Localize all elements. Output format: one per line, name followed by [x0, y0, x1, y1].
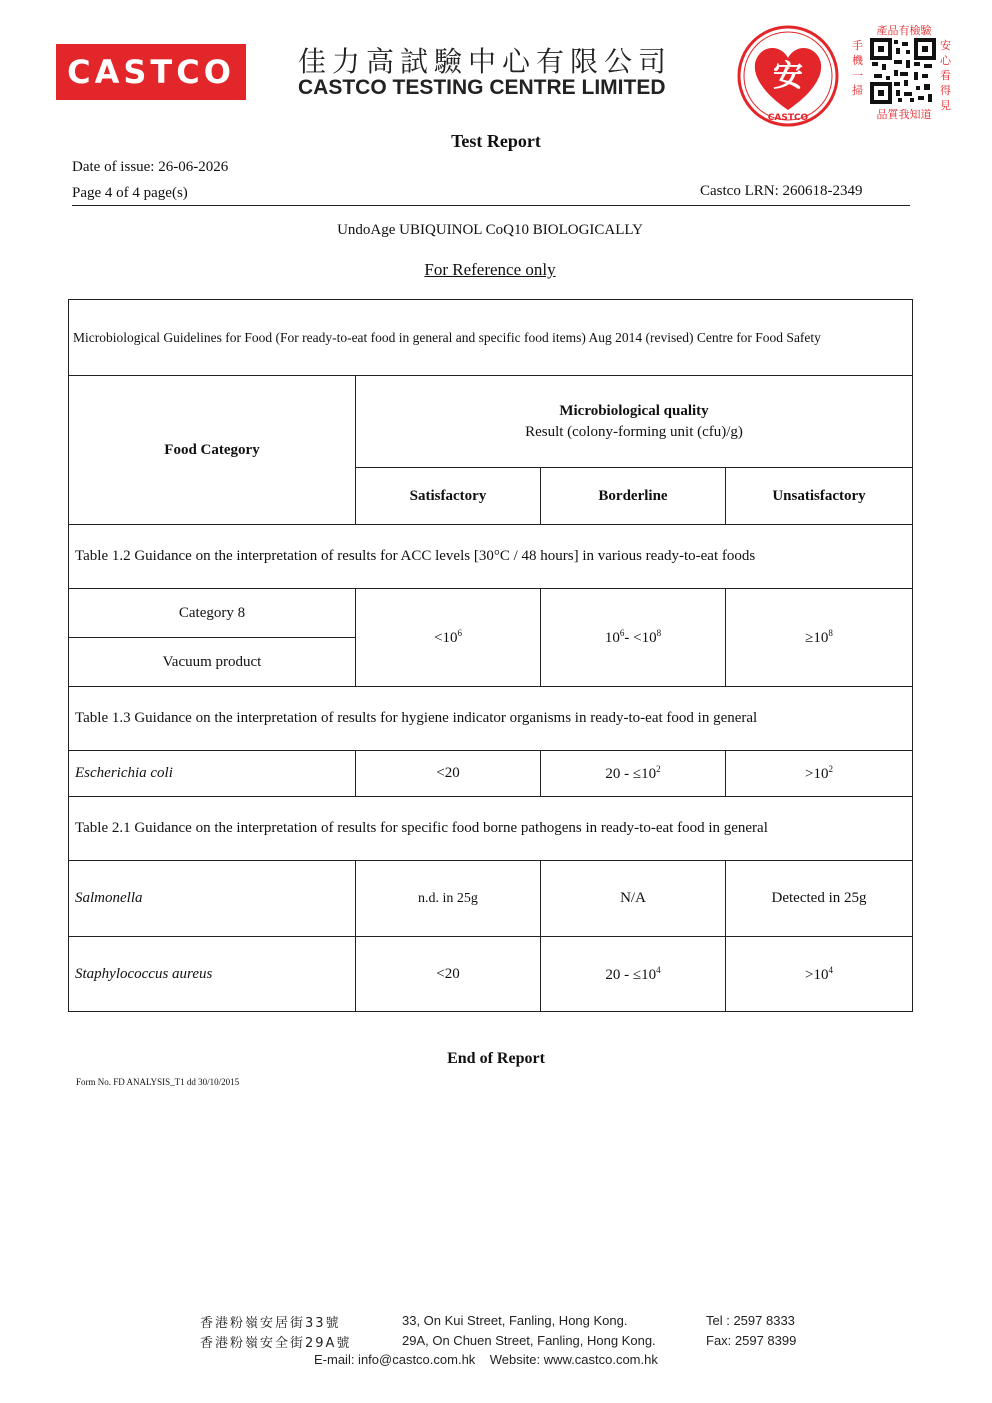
ecoli-label: Escherichia coli — [69, 751, 356, 797]
quality-subtitle: Result (colony-forming unit (cfu)/g) — [525, 423, 743, 440]
page-count: Page 4 of 4 page(s) — [72, 185, 188, 201]
address-1-zh: 香港粉嶺安居街33號 — [200, 1316, 341, 1331]
staph-borderline — [541, 937, 726, 1012]
salmonella-satisfactory: n.d. in 25g — [356, 861, 541, 937]
food-category-header: Food Category — [69, 376, 356, 525]
ecoli-borderline — [541, 751, 726, 797]
acc-satisfactory-base: <10 — [434, 630, 458, 646]
salmonella-unsatisfactory: Detected in 25g — [726, 861, 913, 937]
salmonella-label: Salmonella — [69, 861, 356, 937]
ecoli-unsatisfactory — [726, 751, 913, 797]
ecoli-borderline-exp: 2 — [656, 764, 661, 774]
qr-caption-top: 產品有檢驗 — [876, 24, 932, 37]
ecoli-satisfactory: <20 — [356, 751, 541, 797]
qr-caption-left: 手機一掃 — [852, 39, 863, 97]
ecoli-unsatisfactory-exp: 2 — [828, 764, 833, 774]
seal-label: CASTCO — [767, 113, 809, 123]
castco-lrn: Castco LRN: 260618-2349 — [700, 183, 863, 199]
ecoli-borderline-base: 20 - ≤10 — [605, 766, 657, 782]
section-row — [69, 525, 913, 589]
header-row — [69, 376, 913, 468]
qr-caption-right: 安心看得見 — [940, 39, 951, 112]
seal-character: 安 — [773, 59, 803, 94]
form-number: Form No. FD ANALYSIS_T1 dd 30/10/2015 — [76, 1077, 240, 1087]
acc-borderline-base1: 10 — [604, 630, 620, 646]
fax: Fax: 2597 8399 — [706, 1333, 797, 1348]
section-1-3-title: Table 1.3 Guidance on the interpretation of results for hygiene indicator organisms in ready-to-eat food in general — [69, 687, 913, 751]
acc-borderline — [541, 589, 726, 687]
staph-borderline-exp: 4 — [656, 964, 661, 975]
section-1-2-title: Table 1.2 Guidance on the interpretation of results for ACC levels [30°C / 48 hours] in various ready-to-eat foods — [69, 525, 913, 589]
staph-unsatisfactory-exp: 4 — [828, 964, 833, 975]
salmonella-borderline: N/A — [541, 861, 726, 937]
table-row — [69, 937, 913, 1012]
staph-satisfactory: <20 — [356, 937, 541, 1012]
qr-caption-bottom: 品質我知道 — [876, 108, 932, 121]
acc-borderline-exp1: 6 — [619, 628, 625, 638]
address-2-en: 29A, On Chuen Street, Fanling, Hong Kong. — [402, 1333, 656, 1348]
company-name-en: CASTCO TESTING CENTRE LIMITED — [298, 76, 666, 99]
reference-note — [0, 260, 980, 280]
acc-unsatisfactory — [726, 589, 913, 687]
company-name-zh: 佳力高試驗中心有限公司 — [298, 45, 673, 78]
header-divider — [72, 205, 910, 206]
address-1-en: 33, On Kui Street, Fanling, Hong Kong. — [402, 1313, 628, 1328]
microbiological-table — [68, 299, 913, 1012]
unsatisfactory-header: Unsatisfactory — [726, 468, 913, 525]
acc-unsatisfactory-base: ≥10 — [805, 630, 829, 646]
acc-unsatisfactory-exp: 8 — [828, 628, 833, 638]
acc-borderline-exp2: 8 — [656, 628, 662, 638]
acc-borderline-mid: - <10 — [624, 630, 657, 646]
reference-label: For Reference only — [424, 260, 556, 279]
acc-satisfactory — [356, 589, 541, 687]
address-2-zh: 香港粉嶺安全街29A號 — [200, 1336, 352, 1351]
quality-header — [356, 376, 913, 468]
product-name: UndoAge UBIQUINOL CoQ10 BIOLOGICALLY — [337, 222, 643, 238]
table-row — [69, 751, 913, 797]
section-2-1-title: Table 2.1 Guidance on the interpretation of results for specific food borne pathogens in ready-to-eat food in general — [69, 797, 913, 861]
end-of-report: End of Report — [447, 1050, 545, 1067]
guideline-row — [69, 300, 913, 376]
castco-seal-icon — [736, 24, 840, 128]
category-8-label: Category 8 — [69, 589, 356, 638]
acc-satisfactory-exp: 6 — [457, 628, 462, 638]
staph-unsatisfactory — [726, 937, 913, 1012]
section-row — [69, 687, 913, 751]
date-of-issue: Date of issue: 26-06-2026 — [72, 159, 229, 175]
section-row — [69, 797, 913, 861]
table-row — [69, 589, 913, 638]
guideline-text: Microbiological Guidelines for Food (For ready-to-eat food in general and specific food items) Aug 2014 (revised) Centre for Food Safety — [69, 300, 913, 376]
table-row — [69, 861, 913, 937]
borderline-header: Borderline — [541, 468, 726, 525]
contact-email-website: E-mail: info@castco.com.hk Website: www.castco.com.hk — [314, 1352, 658, 1367]
staph-borderline-base: 20 - ≤10 — [605, 966, 657, 983]
quality-title: Microbiological quality — [559, 402, 709, 419]
staph-label: Staphylococcus aureus — [69, 937, 356, 1012]
staph-unsatisfactory-base: >10 — [805, 966, 829, 983]
qr-code-icon — [870, 38, 936, 104]
ecoli-unsatisfactory-base: >10 — [805, 766, 829, 782]
satisfactory-header: Satisfactory — [356, 468, 541, 525]
report-title: Test Report — [451, 131, 541, 151]
telephone: Tel : 2597 8333 — [706, 1313, 795, 1328]
vacuum-product-label: Vacuum product — [69, 638, 356, 687]
castco-logo: CASTCO — [56, 44, 246, 100]
